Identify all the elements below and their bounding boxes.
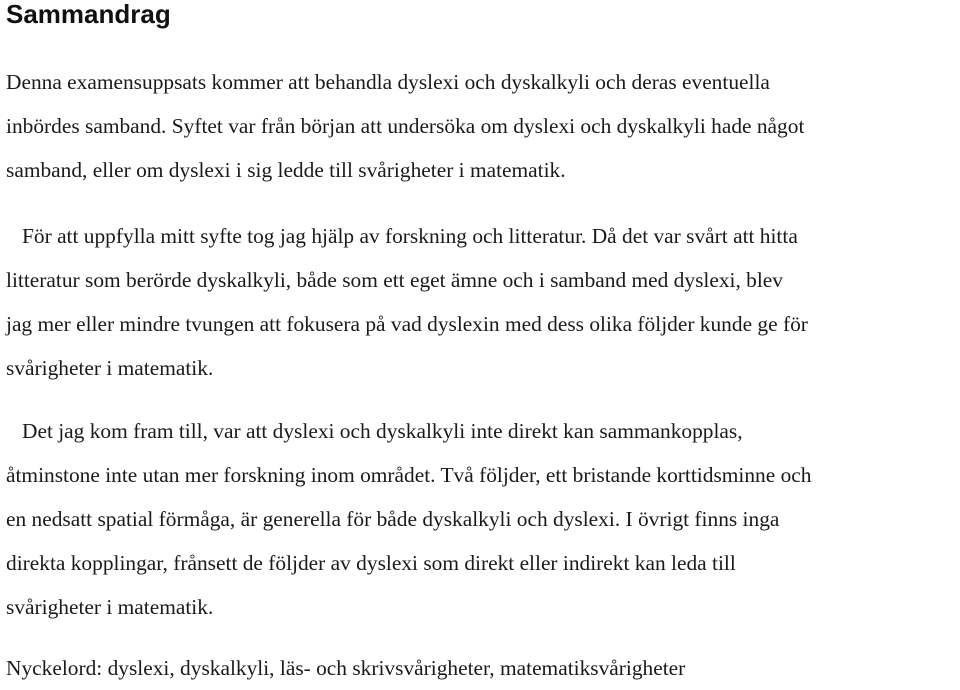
text-line: direkta kopplingar, frånsett de följder av dyslexi som direkt eller indirekt kan leda till: [6, 551, 736, 575]
text-line: Denna examensuppsats kommer att behandla dyslexi och dyskalkyli och deras eventuella: [6, 70, 770, 94]
text-line: svårigheter i matematik.: [6, 595, 214, 619]
text-line: samband, eller om dyslexi i sig ledde till svårigheter i matematik.: [6, 158, 566, 182]
keywords-line: [6, 646, 958, 690]
abstract-paragraph-3: [6, 409, 958, 629]
page-title: Sammandrag: [6, 0, 171, 29]
abstract-paragraph-1: [6, 60, 958, 192]
abstract-paragraph-2: [6, 214, 958, 390]
text-line: litteratur som berörde dyskalkyli, både som ett eget ämne och i samband med dyslexi, blev: [6, 268, 783, 292]
text-line: jag mer eller mindre tvungen att fokusera på vad dyslexin med dess olika följder kunde ge för: [6, 312, 808, 336]
text-line: Det jag kom fram till, var att dyslexi och dyskalkyli inte direkt kan sammankopplas,: [22, 419, 743, 443]
text-line: åtminstone inte utan mer forskning inom området. Två följder, ett bristande korttidsminne och: [6, 463, 812, 487]
keywords-text: Nyckelord: dyslexi, dyskalkyli, läs- och skrivsvårigheter, matematiksvårigheter: [6, 656, 686, 680]
text-line: svårigheter i matematik.: [6, 356, 214, 380]
text-line: en nedsatt spatial förmåga, är generella för både dyskalkyli och dyslexi. I övrigt finns inga: [6, 507, 780, 531]
text-line: För att uppfylla mitt syfte tog jag hjälp av forskning och litteratur. Då det var svårt att hitta: [22, 224, 798, 248]
text-line: inbördes samband. Syftet var från början att undersöka om dyslexi och dyskalkyli hade något: [6, 114, 805, 138]
